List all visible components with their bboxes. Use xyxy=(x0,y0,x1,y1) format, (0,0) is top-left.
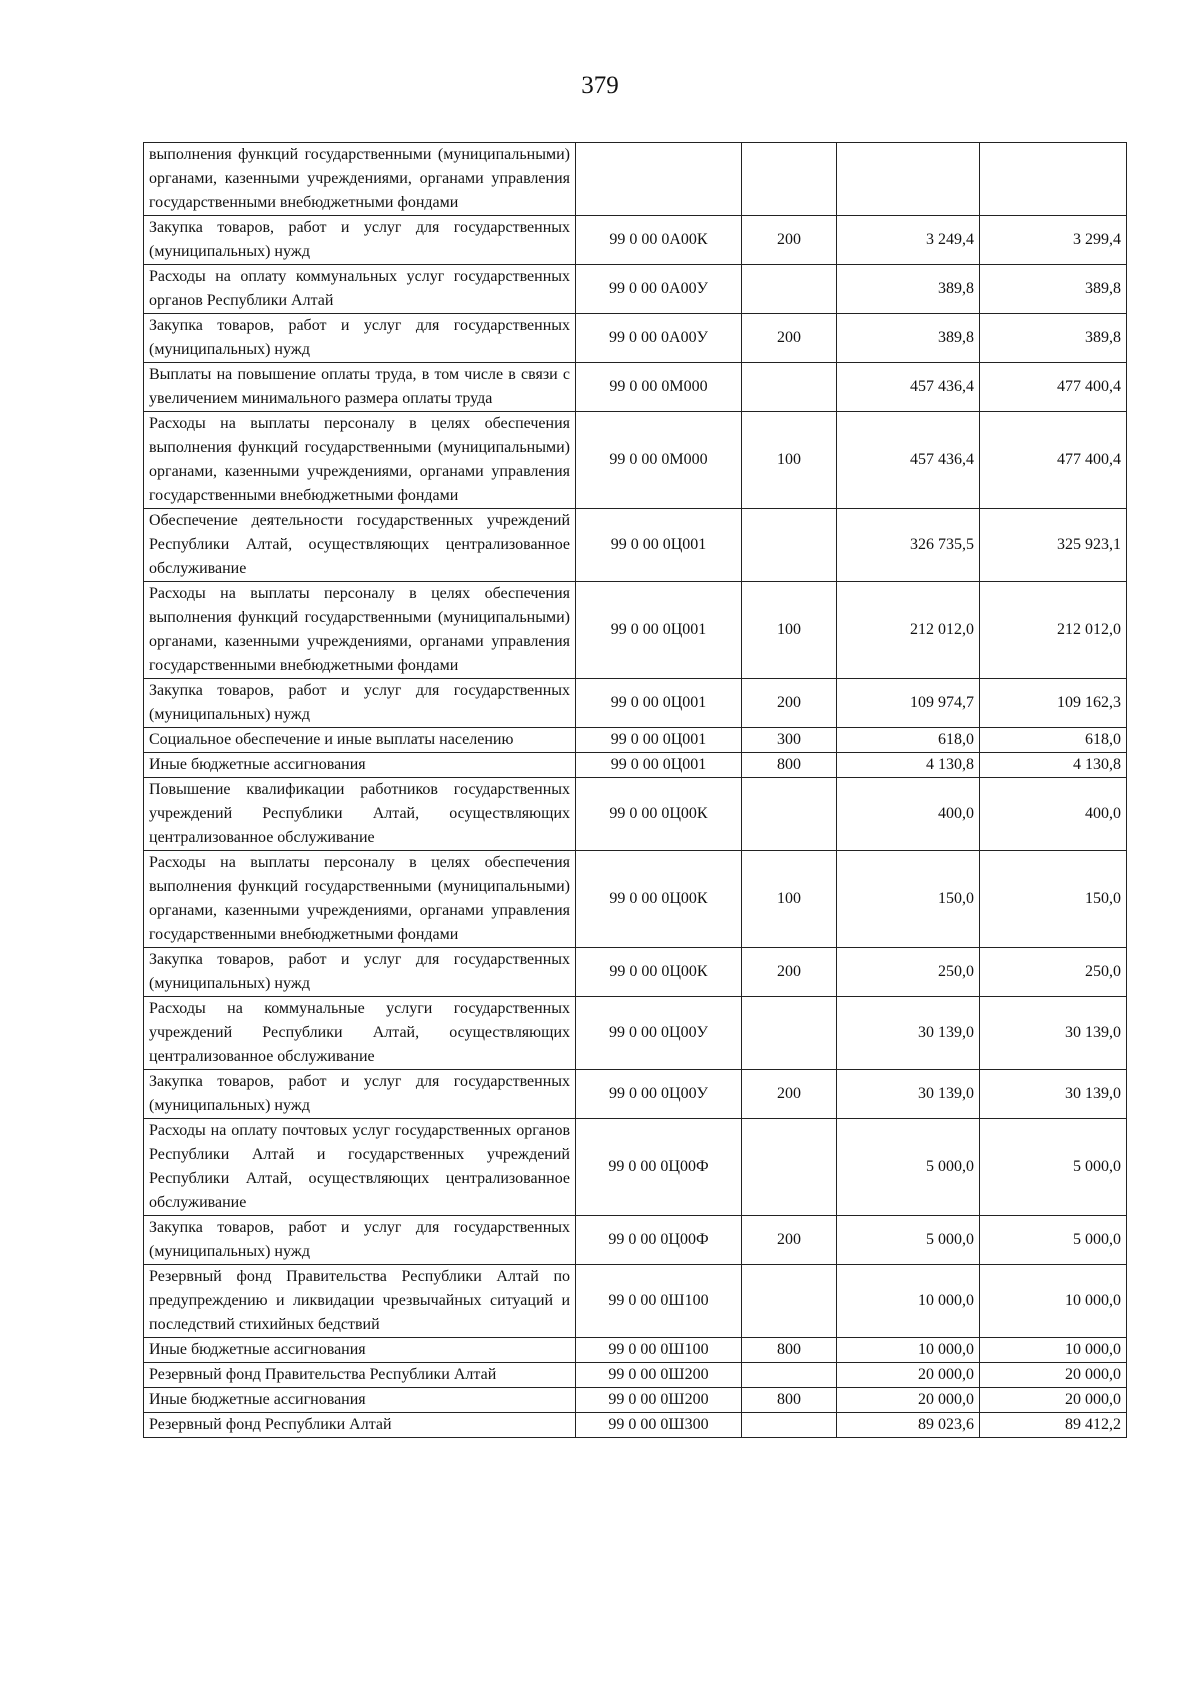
row-code-cell: 99 0 00 0М000 xyxy=(576,363,742,412)
row-value-2025-cell: 5 000,0 xyxy=(980,1119,1127,1216)
row-name-cell: Закупка товаров, работ и услуг для государственных (муниципальных) нужд xyxy=(144,1216,576,1265)
row-value-2024-cell: 400,0 xyxy=(837,778,980,851)
table-row xyxy=(144,509,1127,582)
row-code-cell: 99 0 00 0Ц00Ф xyxy=(576,1119,742,1216)
row-code-cell: 99 0 00 0М000 xyxy=(576,412,742,509)
row-value-2024-cell: 10 000,0 xyxy=(837,1338,980,1363)
row-type-cell xyxy=(742,1265,837,1338)
table-row xyxy=(144,851,1127,948)
table-row xyxy=(144,1413,1127,1438)
table-row xyxy=(144,1363,1127,1388)
row-type-cell: 200 xyxy=(742,948,837,997)
row-code-cell: 99 0 00 0А00К xyxy=(576,216,742,265)
row-name-cell: выполнения функций государственными (муниципальными) органами, казенными учреждениями, органами управления государственными внебюджетными фондами xyxy=(144,143,576,216)
row-code-cell xyxy=(576,143,742,216)
row-value-2024-cell: 89 023,6 xyxy=(837,1413,980,1438)
row-type-cell: 200 xyxy=(742,216,837,265)
row-code-cell: 99 0 00 0Ц001 xyxy=(576,728,742,753)
row-type-cell: 200 xyxy=(742,1070,837,1119)
row-value-2025-cell: 389,8 xyxy=(980,265,1127,314)
row-type-cell: 800 xyxy=(742,1338,837,1363)
row-name-cell: Расходы на оплату коммунальных услуг государственных органов Республики Алтай xyxy=(144,265,576,314)
row-value-2024-cell: 389,8 xyxy=(837,314,980,363)
table-row xyxy=(144,1070,1127,1119)
row-code-cell: 99 0 00 0Ц00К xyxy=(576,778,742,851)
row-type-cell xyxy=(742,509,837,582)
row-value-2025-cell: 10 000,0 xyxy=(980,1338,1127,1363)
row-value-2025-cell: 325 923,1 xyxy=(980,509,1127,582)
table-row xyxy=(144,582,1127,679)
row-name-cell: Расходы на выплаты персоналу в целях обеспечения выполнения функций государственными (муниципальными) органами, казенными учреждениями, органами управления государственными внебюджетными фондами xyxy=(144,412,576,509)
row-value-2024-cell: 20 000,0 xyxy=(837,1388,980,1413)
row-name-cell: Закупка товаров, работ и услуг для государственных (муниципальных) нужд xyxy=(144,216,576,265)
table-row xyxy=(144,143,1127,216)
table-row xyxy=(144,1216,1127,1265)
row-value-2025-cell: 109 162,3 xyxy=(980,679,1127,728)
row-name-cell: Иные бюджетные ассигнования xyxy=(144,753,576,778)
row-code-cell: 99 0 00 0Ц001 xyxy=(576,679,742,728)
row-code-cell: 99 0 00 0А00У xyxy=(576,314,742,363)
table-row xyxy=(144,753,1127,778)
row-type-cell xyxy=(742,1363,837,1388)
row-code-cell: 99 0 00 0Ц001 xyxy=(576,753,742,778)
row-name-cell: Закупка товаров, работ и услуг для государственных (муниципальных) нужд xyxy=(144,679,576,728)
row-code-cell: 99 0 00 0Ц001 xyxy=(576,582,742,679)
row-value-2025-cell: 30 139,0 xyxy=(980,1070,1127,1119)
table-body xyxy=(144,143,1127,1438)
row-type-cell xyxy=(742,778,837,851)
row-value-2024-cell: 457 436,4 xyxy=(837,363,980,412)
row-value-2024-cell: 4 130,8 xyxy=(837,753,980,778)
row-value-2025-cell: 618,0 xyxy=(980,728,1127,753)
table-row xyxy=(144,314,1127,363)
row-type-cell xyxy=(742,143,837,216)
table-row xyxy=(144,1388,1127,1413)
row-type-cell: 200 xyxy=(742,1216,837,1265)
row-value-2025-cell: 150,0 xyxy=(980,851,1127,948)
table-row xyxy=(144,363,1127,412)
row-code-cell: 99 0 00 0Ц00К xyxy=(576,851,742,948)
row-value-2025-cell: 389,8 xyxy=(980,314,1127,363)
row-value-2024-cell: 150,0 xyxy=(837,851,980,948)
row-type-cell: 300 xyxy=(742,728,837,753)
page-number: 379 xyxy=(581,72,619,99)
row-value-2024-cell xyxy=(837,143,980,216)
row-value-2024-cell: 30 139,0 xyxy=(837,997,980,1070)
row-type-cell xyxy=(742,1119,837,1216)
row-value-2025-cell: 250,0 xyxy=(980,948,1127,997)
row-code-cell: 99 0 00 0Ш200 xyxy=(576,1363,742,1388)
row-type-cell: 100 xyxy=(742,412,837,509)
row-code-cell: 99 0 00 0Ц00К xyxy=(576,948,742,997)
row-value-2025-cell: 5 000,0 xyxy=(980,1216,1127,1265)
row-type-cell: 100 xyxy=(742,851,837,948)
row-type-cell xyxy=(742,1413,837,1438)
row-code-cell: 99 0 00 0Ш200 xyxy=(576,1388,742,1413)
row-code-cell: 99 0 00 0Ш100 xyxy=(576,1338,742,1363)
row-type-cell xyxy=(742,997,837,1070)
budget-table xyxy=(143,142,1127,1438)
row-code-cell: 99 0 00 0Ц00У xyxy=(576,997,742,1070)
row-value-2024-cell: 10 000,0 xyxy=(837,1265,980,1338)
row-type-cell: 200 xyxy=(742,679,837,728)
row-value-2025-cell: 400,0 xyxy=(980,778,1127,851)
row-code-cell: 99 0 00 0Ц001 xyxy=(576,509,742,582)
row-value-2024-cell: 212 012,0 xyxy=(837,582,980,679)
row-name-cell: Закупка товаров, работ и услуг для государственных (муниципальных) нужд xyxy=(144,1070,576,1119)
table-row xyxy=(144,265,1127,314)
row-name-cell: Закупка товаров, работ и услуг для государственных (муниципальных) нужд xyxy=(144,948,576,997)
row-value-2025-cell: 477 400,4 xyxy=(980,363,1127,412)
row-value-2024-cell: 457 436,4 xyxy=(837,412,980,509)
row-name-cell: Повышение квалификации работников государственных учреждений Республики Алтай, осуществляющих централизованное обслуживание xyxy=(144,778,576,851)
row-type-cell: 800 xyxy=(742,753,837,778)
row-type-cell: 800 xyxy=(742,1388,837,1413)
row-code-cell: 99 0 00 0Ц00Ф xyxy=(576,1216,742,1265)
row-value-2025-cell xyxy=(980,143,1127,216)
row-value-2025-cell: 3 299,4 xyxy=(980,216,1127,265)
table-row xyxy=(144,997,1127,1070)
row-value-2024-cell: 250,0 xyxy=(837,948,980,997)
row-name-cell: Иные бюджетные ассигнования xyxy=(144,1388,576,1413)
row-code-cell: 99 0 00 0А00У xyxy=(576,265,742,314)
row-value-2025-cell: 10 000,0 xyxy=(980,1265,1127,1338)
row-type-cell xyxy=(742,363,837,412)
table-row xyxy=(144,948,1127,997)
row-type-cell: 200 xyxy=(742,314,837,363)
row-value-2025-cell: 20 000,0 xyxy=(980,1388,1127,1413)
row-type-cell: 100 xyxy=(742,582,837,679)
table-row xyxy=(144,679,1127,728)
row-name-cell: Выплаты на повышение оплаты труда, в том числе в связи с увеличением минимального размера оплаты труда xyxy=(144,363,576,412)
row-value-2024-cell: 618,0 xyxy=(837,728,980,753)
row-value-2024-cell: 5 000,0 xyxy=(837,1216,980,1265)
row-value-2024-cell: 389,8 xyxy=(837,265,980,314)
row-name-cell: Закупка товаров, работ и услуг для государственных (муниципальных) нужд xyxy=(144,314,576,363)
row-name-cell: Расходы на коммунальные услуги государственных учреждений Республики Алтай, осуществляющих централизованное обслуживание xyxy=(144,997,576,1070)
row-value-2024-cell: 30 139,0 xyxy=(837,1070,980,1119)
row-name-cell: Резервный фонд Республики Алтай xyxy=(144,1413,576,1438)
row-code-cell: 99 0 00 0Ш100 xyxy=(576,1265,742,1338)
row-name-cell: Расходы на выплаты персоналу в целях обеспечения выполнения функций государственными (муниципальными) органами, казенными учреждениями, органами управления государственными внебюджетными фондами xyxy=(144,582,576,679)
row-value-2025-cell: 477 400,4 xyxy=(980,412,1127,509)
table-row xyxy=(144,216,1127,265)
row-name-cell: Расходы на выплаты персоналу в целях обеспечения выполнения функций государственными (муниципальными) органами, казенными учреждениями, органами управления государственными внебюджетными фондами xyxy=(144,851,576,948)
row-value-2024-cell: 5 000,0 xyxy=(837,1119,980,1216)
row-value-2025-cell: 212 012,0 xyxy=(980,582,1127,679)
row-value-2025-cell: 89 412,2 xyxy=(980,1413,1127,1438)
table-row xyxy=(144,778,1127,851)
table-row xyxy=(144,1338,1127,1363)
row-value-2024-cell: 3 249,4 xyxy=(837,216,980,265)
row-name-cell: Социальное обеспечение и иные выплаты населению xyxy=(144,728,576,753)
table-row xyxy=(144,728,1127,753)
row-name-cell: Иные бюджетные ассигнования xyxy=(144,1338,576,1363)
table-row xyxy=(144,1265,1127,1338)
row-name-cell: Резервный фонд Правительства Республики Алтай xyxy=(144,1363,576,1388)
row-value-2024-cell: 326 735,5 xyxy=(837,509,980,582)
row-type-cell xyxy=(742,265,837,314)
row-value-2025-cell: 30 139,0 xyxy=(980,997,1127,1070)
table-row xyxy=(144,1119,1127,1216)
row-name-cell: Расходы на оплату почтовых услуг государственных органов Республики Алтай и государственных учреждений Республики Алтай, осуществляющих централизованное обслуживание xyxy=(144,1119,576,1216)
table-row xyxy=(144,412,1127,509)
row-code-cell: 99 0 00 0Ш300 xyxy=(576,1413,742,1438)
row-name-cell: Резервный фонд Правительства Республики Алтай по предупреждению и ликвидации чрезвычайных ситуаций и последствий стихийных бедствий xyxy=(144,1265,576,1338)
row-value-2024-cell: 109 974,7 xyxy=(837,679,980,728)
row-code-cell: 99 0 00 0Ц00У xyxy=(576,1070,742,1119)
row-value-2024-cell: 20 000,0 xyxy=(837,1363,980,1388)
row-value-2025-cell: 20 000,0 xyxy=(980,1363,1127,1388)
row-value-2025-cell: 4 130,8 xyxy=(980,753,1127,778)
row-name-cell: Обеспечение деятельности государственных учреждений Республики Алтай, осуществляющих централизованное обслуживание xyxy=(144,509,576,582)
